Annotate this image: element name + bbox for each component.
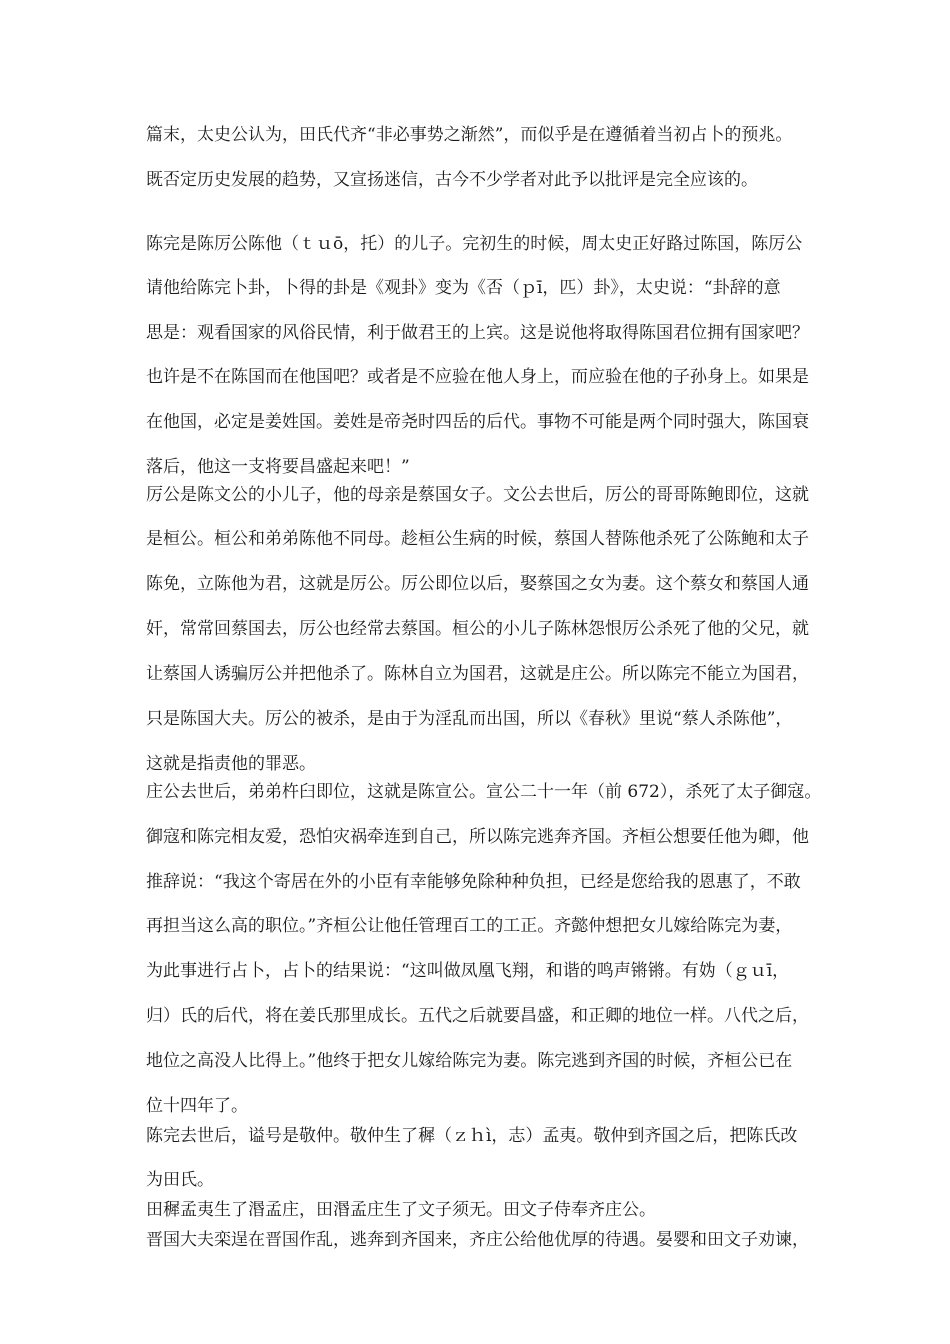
text-line: 陈完去世后，谥号是敬仲。敬仲生了穉（ｚｈì，志）孟夷。敬仲到齐国之后，把陈氏改	[146, 1126, 798, 1146]
text-line: 是桓公。桓公和弟弟陈他不同母。趁桓公生病的时候，蔡国人替陈他杀死了公陈鲍和太子	[146, 529, 809, 549]
text-line: 奸，常常回蔡国去，厉公也经常去蔡国。桓公的小儿子陈林怨恨厉公杀死了他的父兄，就	[146, 619, 809, 639]
text-line: 厉公是陈文公的小儿子，他的母亲是蔡国女子。文公去世后，厉公的哥哥陈鲍即位，这就	[146, 485, 809, 505]
text-line: 地位之高没人比得上。”他终于把女儿嫁给陈完为妻。陈完逃到齐国的时候，齐桓公已在	[146, 1051, 793, 1071]
text-line: 思是：观看国家的风俗民情，利于做君王的上宾。这是说他将取得陈国君位拥有国家吧？	[146, 323, 809, 343]
text-line: 推辞说：“我这个寄居在外的小臣有幸能够免除种种负担，已经是您给我的恩惠了，不敢	[146, 872, 801, 892]
text-line: 再担当这么高的职位。”齐桓公让他任管理百工的工正。齐懿仲想把女儿嫁给陈完为妻，	[146, 916, 793, 936]
text-line: 晋国大夫栾逞在晋国作乱，逃奔到齐国来，齐庄公给他优厚的待遇。晏婴和田文子劝谏，	[146, 1230, 809, 1250]
text-line: 既否定历史发展的趋势，又宣扬迷信，古今不少学者对此予以批评是完全应该的。	[146, 170, 758, 190]
text-line: 在他国，必定是姜姓国。姜姓是帝尧时四岳的后代。事物不可能是两个同时强大，陈国衰	[146, 412, 809, 432]
text-line: 请他给陈完卜卦，卜得的卦是《观卦》变为《否（ｐī，匹）卦》，太史说：“卦辞的意	[146, 278, 781, 298]
text-line: 为此事进行占卜，占卜的结果说：“这叫做凤凰飞翔，和谐的鸣声锵锵。有妫（ｇｕī，	[146, 961, 790, 981]
text-line: 为田氏。	[146, 1170, 214, 1190]
text-line: 让蔡国人诱骗厉公并把他杀了。陈林自立为国君，这就是庄公。所以陈完不能立为国君，	[146, 664, 809, 684]
text-line: 落后，他这一支将要昌盛起来吧！”	[146, 457, 410, 477]
text-line: 归）氏的后代，将在姜氏那里成长。五代之后就要昌盛，和正卿的地位一样。八代之后，	[146, 1006, 809, 1026]
text-line: 庄公去世后，弟弟杵臼即位，这就是陈宣公。宣公二十一年（前 672），杀死了太子御寇。	[146, 782, 822, 802]
text-line: 位十四年了。	[146, 1096, 248, 1116]
text-line: 这就是指责他的罪恶。	[146, 754, 316, 774]
text-line: 御寇和陈完相友爱，恐怕灾祸牵连到自己，所以陈完逃奔齐国。齐桓公想要任他为卿，他	[146, 827, 809, 847]
text-line: 篇末，太史公认为，田氏代齐“非必事势之渐然”，而似乎是在遵循着当初占卜的预兆。	[146, 125, 793, 145]
text-line: 陈免，立陈他为君，这就是厉公。厉公即位以后，娶蔡国之女为妻。这个蔡女和蔡国人通	[146, 574, 809, 594]
text-line: 也许是不在陈国而在他国吧？或者是不应验在他人身上，而应验在他的子孙身上。如果是	[146, 367, 809, 387]
text-line: 田穉孟夷生了湣孟庄，田湣孟庄生了文子须无。田文子侍奉齐庄公。	[146, 1200, 656, 1220]
text-line: 陈完是陈厉公陈他（ｔｕō，托）的儿子。完初生的时候，周太史正好路过陈国，陈厉公	[146, 234, 803, 254]
text-line: 只是陈国大夫。厉公的被杀，是由于为淫乱而出国，所以《春秋》里说“蔡人杀陈他”，	[146, 709, 793, 729]
